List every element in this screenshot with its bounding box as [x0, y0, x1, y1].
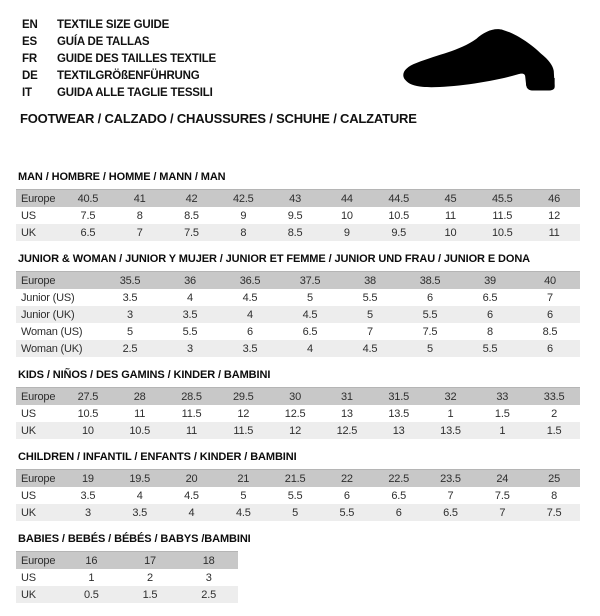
size-cell: 21.5: [269, 470, 321, 488]
table-row: [16, 405, 580, 422]
size-cell: 7: [114, 224, 166, 241]
size-cell: 44: [321, 190, 373, 208]
size-cell: 33: [476, 388, 528, 406]
size-cell: 17: [121, 552, 180, 570]
size-cell: 45.5: [476, 190, 528, 208]
row-label: Europe: [16, 388, 62, 406]
size-cell: 1.5: [121, 586, 180, 603]
row-label: US: [21, 209, 36, 222]
size-cell: 22.5: [373, 470, 425, 488]
table-row: [16, 388, 580, 406]
size-cell: 10: [340, 209, 353, 222]
size-cell: 37.5: [280, 272, 340, 290]
size-cell: 4: [136, 489, 143, 502]
category-line: FOOTWEAR / CALZADO / CHAUSSURES / SCHUHE / CALZATURE: [20, 111, 417, 126]
size-cell: 6: [460, 306, 520, 323]
row-label: US: [21, 489, 36, 502]
table-row: [16, 552, 238, 570]
size-cell: 3: [205, 571, 212, 584]
size-cell: 31.5: [373, 388, 425, 406]
size-cell: 4.5: [280, 306, 340, 323]
size-cell: 1.5: [494, 407, 510, 420]
row-label: UK: [16, 422, 62, 439]
language-code: EN: [22, 19, 38, 31]
table-title: BABIES / BEBÉS / BÉBÉS / BABYS /BAMBINI: [18, 533, 251, 545]
size-cell: 6.5: [482, 291, 498, 304]
size-cell: 40: [520, 272, 580, 290]
row-label: Woman (UK): [16, 340, 100, 357]
size-cell: 7.5: [422, 325, 438, 338]
size-cell: 3.5: [122, 291, 138, 304]
size-cell: 44.5: [373, 190, 425, 208]
size-cell: 4: [166, 504, 218, 521]
size-cell: 12: [548, 209, 560, 222]
row-label: UK: [16, 224, 62, 241]
language-row: [22, 85, 216, 102]
size-cell: 5.5: [460, 340, 520, 357]
size-cell: 6.5: [302, 325, 318, 338]
size-cell: 2.5: [100, 340, 160, 357]
size-cell: 46: [528, 190, 580, 208]
size-cell: 11: [134, 407, 146, 420]
size-cell: 30: [269, 388, 321, 406]
row-label: UK: [16, 504, 62, 521]
size-cell: 36: [160, 272, 220, 290]
size-cell: 8: [217, 224, 269, 241]
size-cell: 45: [425, 190, 477, 208]
size-cell: 12.5: [284, 407, 306, 420]
size-cell: 7.5: [80, 209, 96, 222]
row-label: UK: [16, 586, 62, 603]
size-cell: 8.5: [542, 325, 558, 338]
table-row: [16, 422, 580, 439]
size-cell: 4: [187, 291, 193, 304]
size-table-section: [16, 370, 580, 439]
language-code: DE: [22, 70, 38, 82]
table-title: CHILDREN / INFANTIL / ENFANTS / KINDER / BAMBINI: [18, 451, 297, 463]
size-cell: 19: [62, 470, 114, 488]
size-cell: 6: [247, 325, 253, 338]
size-cell: 1.5: [528, 422, 580, 439]
size-cell: 13: [340, 407, 353, 420]
size-cell: 22: [321, 470, 373, 488]
size-cell: 10.5: [114, 422, 166, 439]
size-cell: 9.5: [287, 209, 303, 222]
size-cell: 5: [240, 489, 247, 502]
table-row: [16, 487, 580, 504]
size-cell: 10: [62, 422, 114, 439]
size-cell: 11.5: [492, 209, 513, 222]
size-cell: 4.5: [242, 291, 258, 304]
size-cell: 5.5: [321, 504, 373, 521]
size-conversion-table: [16, 189, 580, 241]
size-cell: 38.5: [400, 272, 460, 290]
size-cell: 3: [100, 306, 160, 323]
size-cell: 3.5: [114, 504, 166, 521]
size-cell: 0.5: [62, 586, 121, 603]
size-cell: 13.5: [425, 422, 477, 439]
size-cell: 10.5: [388, 209, 409, 222]
size-cell: 41: [114, 190, 166, 208]
language-label: GUÍA DE TALLAS: [57, 36, 150, 48]
size-cell: 6: [427, 291, 433, 304]
table-row: [16, 224, 580, 241]
size-cell: 3: [62, 504, 114, 521]
size-cell: 8: [551, 489, 558, 502]
size-cell: 7: [547, 291, 553, 304]
size-cell: 28: [114, 388, 166, 406]
table-row: [16, 190, 580, 208]
table-row: [16, 306, 580, 323]
row-label: Woman (US): [21, 325, 83, 338]
size-cell: 42.5: [217, 190, 269, 208]
size-cell: 39: [460, 272, 520, 290]
table-title: KIDS / NIÑOS / DES GAMINS / KINDER / BAMBINI: [18, 369, 271, 381]
size-cell: 9: [321, 224, 373, 241]
size-cell: 7: [367, 325, 373, 338]
table-row: [16, 504, 580, 521]
row-label: Europe: [16, 470, 62, 488]
size-cell: 10: [425, 224, 477, 241]
size-cell: 4: [280, 340, 340, 357]
row-label: Europe: [16, 552, 62, 570]
size-cell: 4.5: [340, 340, 400, 357]
size-cell: 11: [166, 422, 218, 439]
size-cell: 16: [62, 552, 121, 570]
size-cell: 36.5: [220, 272, 280, 290]
size-cell: 4.5: [184, 489, 199, 502]
size-cell: 6.5: [391, 489, 407, 502]
size-cell: 6: [520, 306, 580, 323]
size-cell: 6.5: [425, 504, 477, 521]
size-table-section: [16, 172, 580, 241]
size-cell: 23.5: [425, 470, 477, 488]
language-label: TEXTILE SIZE GUIDE: [57, 19, 170, 31]
size-cell: 32: [425, 388, 477, 406]
size-cell: 3.5: [220, 340, 280, 357]
size-cell: 42: [166, 190, 218, 208]
language-label: GUIDA ALLE TAGLIE TESSILI: [57, 87, 213, 99]
size-cell: 5.5: [182, 325, 198, 338]
table-title: JUNIOR & WOMAN / JUNIOR Y MUJER / JUNIOR ET FEMME / JUNIOR UND FRAU / JUNIOR E DONA: [18, 253, 531, 265]
size-cell: 5: [307, 291, 313, 304]
size-cell: 43: [269, 190, 321, 208]
size-table-section: [16, 534, 580, 603]
size-cell: 1: [88, 571, 95, 584]
language-code: FR: [22, 53, 37, 65]
language-list: [22, 17, 216, 102]
size-cell: 5.5: [400, 306, 460, 323]
row-label: Europe: [16, 190, 62, 208]
size-conversion-table: [16, 271, 580, 357]
table-row: [16, 470, 580, 488]
size-cell: 7: [447, 489, 454, 502]
size-cell: 5.5: [287, 489, 303, 502]
size-cell: 21: [217, 470, 269, 488]
size-table-section: [16, 452, 580, 521]
size-cell: 10.5: [77, 407, 99, 420]
size-cell: 25: [528, 470, 580, 488]
row-label: Europe: [16, 272, 100, 290]
size-cell: 27.5: [62, 388, 114, 406]
size-cell: 18: [179, 552, 238, 570]
size-cell: 6: [343, 489, 350, 502]
size-cell: 7.5: [494, 489, 510, 502]
size-cell: 7.5: [166, 224, 218, 241]
size-cell: 4.5: [217, 504, 269, 521]
size-cell: 40.5: [62, 190, 114, 208]
dress-shoe-icon: [398, 26, 576, 98]
size-cell: 2: [551, 407, 558, 420]
table-row: [16, 340, 580, 357]
row-label: Junior (UK): [16, 306, 100, 323]
size-cell: 1: [447, 407, 454, 420]
size-cell: 7.5: [528, 504, 580, 521]
row-label: US: [21, 407, 36, 420]
language-code: IT: [22, 87, 32, 99]
size-cell: 8.5: [269, 224, 321, 241]
language-label: GUIDE DES TAILLES TEXTILE: [57, 53, 216, 65]
size-cell: 6.5: [62, 224, 114, 241]
size-cell: 2: [147, 571, 153, 584]
language-code: ES: [22, 36, 37, 48]
size-cell: 9.5: [373, 224, 425, 241]
size-cell: 12: [237, 407, 250, 420]
size-cell: 11.5: [181, 407, 202, 420]
table-row: [16, 569, 238, 586]
size-cell: 10.5: [476, 224, 528, 241]
size-cell: 28.5: [166, 388, 218, 406]
size-cell: 20: [166, 470, 218, 488]
row-label: US: [21, 571, 36, 584]
size-cell: 3: [160, 340, 220, 357]
size-cell: 38: [340, 272, 400, 290]
size-cell: 8: [487, 325, 493, 338]
size-cell: 11: [528, 224, 580, 241]
size-conversion-table: [16, 551, 238, 603]
size-cell: 33.5: [528, 388, 580, 406]
size-conversion-table: [16, 469, 580, 521]
table-row: [16, 586, 238, 603]
size-cell: 11.5: [217, 422, 269, 439]
table-row: [16, 289, 580, 306]
table-title: MAN / HOMBRE / HOMME / MANN / MAN: [18, 171, 226, 183]
size-cell: 12.5: [321, 422, 373, 439]
size-cell: 5.5: [362, 291, 378, 304]
size-cell: 6: [373, 504, 425, 521]
size-cell: 29.5: [217, 388, 269, 406]
language-row: [22, 17, 216, 34]
size-cell: 13.5: [388, 407, 409, 420]
size-cell: 5: [127, 325, 133, 338]
size-cell: 3.5: [80, 489, 96, 502]
size-cell: 6: [520, 340, 580, 357]
table-row: [16, 323, 580, 340]
size-conversion-table: [16, 387, 580, 439]
size-cell: 24: [476, 470, 528, 488]
language-row: [22, 51, 216, 68]
size-cell: 2.5: [179, 586, 238, 603]
size-cell: 8: [136, 209, 143, 222]
size-cell: 11: [444, 209, 456, 222]
size-cell: 5: [400, 340, 460, 357]
size-cell: 19.5: [114, 470, 166, 488]
language-row: [22, 68, 216, 85]
row-label: Junior (US): [21, 291, 75, 304]
table-row: [16, 272, 580, 290]
size-cell: 8.5: [184, 209, 199, 222]
size-cell: 5: [269, 504, 321, 521]
language-label: TEXTILGRÖßENFÜHRUNG: [57, 70, 200, 82]
size-cell: 12: [269, 422, 321, 439]
size-cell: 3.5: [160, 306, 220, 323]
language-row: [22, 34, 216, 51]
size-table-section: [16, 254, 580, 357]
size-cell: 4: [220, 306, 280, 323]
size-cell: 31: [321, 388, 373, 406]
size-cell: 13: [373, 422, 425, 439]
size-tables: [16, 172, 580, 616]
table-row: [16, 207, 580, 224]
size-cell: 35.5: [100, 272, 160, 290]
size-cell: 1: [476, 422, 528, 439]
size-cell: 5: [340, 306, 400, 323]
size-cell: 7: [476, 504, 528, 521]
size-cell: 9: [240, 209, 247, 222]
